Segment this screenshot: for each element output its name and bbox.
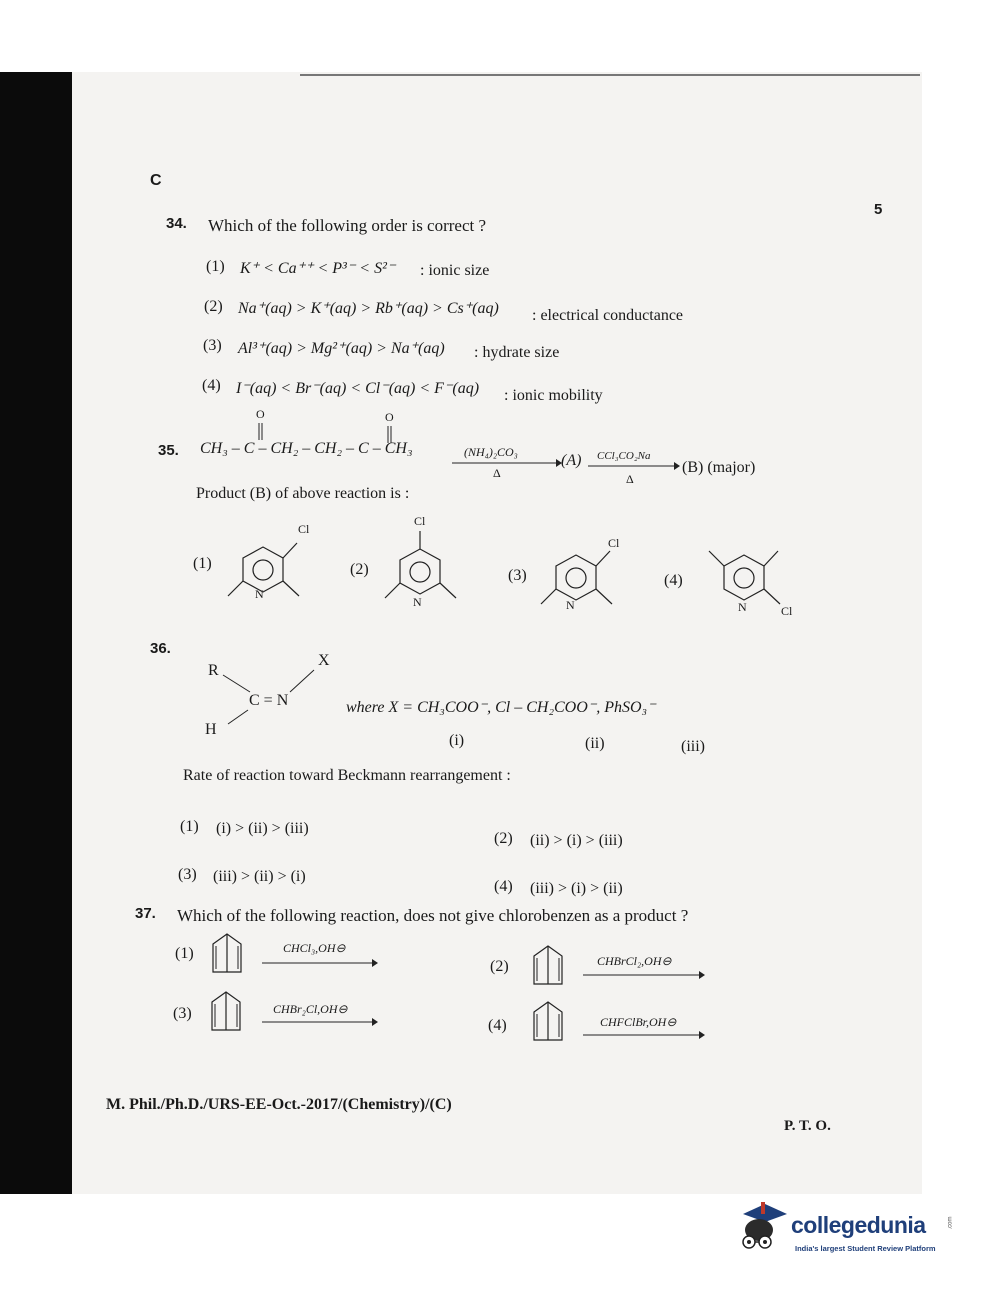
q37-opt4-num: (4) <box>488 1017 507 1034</box>
q36-opt3-num: (3) <box>178 866 197 883</box>
q34-opt4-expr: I⁻(aq) < Br⁻(aq) < Cl⁻(aq) < F⁻(aq) <box>236 380 480 397</box>
q35-reactant: CH₃ – C – CH₂ – CH₂ – C – CH₃ <box>200 440 413 457</box>
q35-number: 35. <box>158 442 179 459</box>
q35-question: Product (B) of above reaction is : <box>196 485 410 502</box>
q36-opt4-num: (4) <box>494 878 513 895</box>
q34-opt3-desc: : hydrate size <box>474 344 560 361</box>
q35-opt1-num: (1) <box>193 555 212 572</box>
q36-number: 36. <box>150 640 171 657</box>
q36-r: R <box>208 662 219 679</box>
q36-oxime-bonds <box>218 660 328 730</box>
q35-opt3-n: N <box>566 598 575 612</box>
q37-text: Which of the following reaction, does not give chlorobenzen as a product ? <box>177 906 689 925</box>
q34-opt4-desc: : ionic mobility <box>504 387 603 404</box>
q37-opt3-num: (3) <box>173 1005 192 1022</box>
q37-opt4-arrow <box>583 1030 705 1040</box>
q35-opt1-cl: Cl <box>298 522 310 536</box>
q37-opt2-arrow <box>583 970 705 980</box>
q36-where: where X = CH₃COO⁻, Cl – CH₂COO⁻, PhSO₃⁻ <box>346 699 656 716</box>
q37-opt1-arrow <box>262 958 378 968</box>
q37-opt1-dewar-benzene <box>209 932 253 978</box>
logo-com: .com <box>947 1216 954 1230</box>
page-number: 5 <box>874 201 883 218</box>
q37-opt3-dewar-benzene <box>208 990 252 1036</box>
q34-opt1-expr: K⁺ < Ca⁺⁺ < P³⁻ < S²⁻ <box>240 260 396 277</box>
q35-opt3-pyridine-structure <box>538 548 628 618</box>
q34-number: 34. <box>166 215 187 232</box>
q35-opt1-pyridine-structure <box>225 540 315 610</box>
q35-oxygen-1: O <box>256 407 265 421</box>
q35-arrow-2 <box>588 461 680 471</box>
q34-opt2-desc: : electrical conductance <box>532 307 684 324</box>
q37-opt1-num: (1) <box>175 945 194 962</box>
q35-product-a: (A) <box>561 452 582 469</box>
q35-opt2-n: N <box>413 595 422 609</box>
q34-opt3-num: (3) <box>203 337 222 354</box>
q36-opt1-num: (1) <box>180 818 199 835</box>
footer-exam-code: M. Phil./Ph.D./URS-EE-Oct.-2017/(Chemistry)/(C) <box>106 1096 452 1113</box>
q36-label-ii: (ii) <box>585 735 605 752</box>
q34-opt2-expr: Na⁺(aq) > K⁺(aq) > Rb⁺(aq) > Cs⁺(aq) <box>238 300 499 317</box>
q36-h: H <box>205 721 217 738</box>
q37-opt3-arrow <box>262 1017 378 1027</box>
q35-heat1: Δ <box>493 466 501 480</box>
q35-opt1-n: N <box>255 587 264 601</box>
q35-opt4-n: N <box>738 600 747 614</box>
q36-opt2-text: (ii) > (i) > (iii) <box>530 832 623 849</box>
q35-opt2-cl: Cl <box>414 514 426 528</box>
q36-label-i: (i) <box>449 732 465 749</box>
q34-opt3-expr: Al³⁺(aq) > Mg²⁺(aq) > Na⁺(aq) <box>238 340 445 357</box>
q37-opt2-reagent: CHBrCl₂,OH⊖ <box>597 954 672 968</box>
q35-opt3-cl: Cl <box>608 536 620 550</box>
q37-opt3-reagent: CHBr₂Cl,OH⊖ <box>273 1002 348 1016</box>
q36-x: X <box>318 652 330 669</box>
q36-opt4-text: (iii) > (i) > (ii) <box>530 880 623 897</box>
q35-reagent2: CCl₃CO₂Na <box>597 450 651 462</box>
q35-heat2: Δ <box>626 472 634 486</box>
q35-arrow-1 <box>452 458 562 468</box>
q35-reagent1: (NH₄)₂CO₃ <box>464 445 518 459</box>
q37-opt4-dewar-benzene <box>530 1000 574 1046</box>
mascot-icon <box>735 1200 795 1258</box>
q35-opt2-pyridine-structure <box>382 528 472 613</box>
q34-text: Which of the following order is correct ? <box>208 216 487 235</box>
q35-oxygen-2: O <box>385 410 394 424</box>
q35-opt2-num: (2) <box>350 561 369 578</box>
q36-opt1-text: (i) > (ii) > (iii) <box>216 820 309 837</box>
logo-brand: collegedunia <box>791 1212 926 1238</box>
q36-label-iii: (iii) <box>681 738 705 755</box>
q36-opt3-text: (iii) > (ii) > (i) <box>213 868 306 885</box>
section-label: C <box>150 172 162 189</box>
q35-opt4-num: (4) <box>664 572 683 589</box>
q34-opt2-num: (2) <box>204 298 223 315</box>
q34-opt1-num: (1) <box>206 258 225 275</box>
q37-opt2-dewar-benzene <box>530 944 574 990</box>
scan-left-border <box>0 72 72 1194</box>
footer-pto: P. T. O. <box>784 1118 831 1134</box>
q34-opt1-desc: : ionic size <box>420 262 490 279</box>
q37-number: 37. <box>135 905 156 922</box>
q35-opt3-num: (3) <box>508 567 527 584</box>
q35-product-b: (B) (major) <box>682 459 756 476</box>
q37-opt2-num: (2) <box>490 958 509 975</box>
collegedunia-logo[interactable] <box>735 1200 965 1270</box>
q36-question: Rate of reaction toward Beckmann rearrangement : <box>183 767 511 784</box>
q37-opt1-reagent: CHCl₃,OH⊖ <box>283 941 346 955</box>
page-top-rule <box>300 74 920 98</box>
q36-opt2-num: (2) <box>494 830 513 847</box>
q34-opt4-num: (4) <box>202 377 221 394</box>
q36-cn: C = N <box>249 692 289 709</box>
q35-opt4-cl: Cl <box>781 604 793 618</box>
q37-opt4-reagent: CHFClBr,OH⊖ <box>600 1015 677 1029</box>
logo-tagline: India's largest Student Review Platform <box>795 1244 936 1253</box>
